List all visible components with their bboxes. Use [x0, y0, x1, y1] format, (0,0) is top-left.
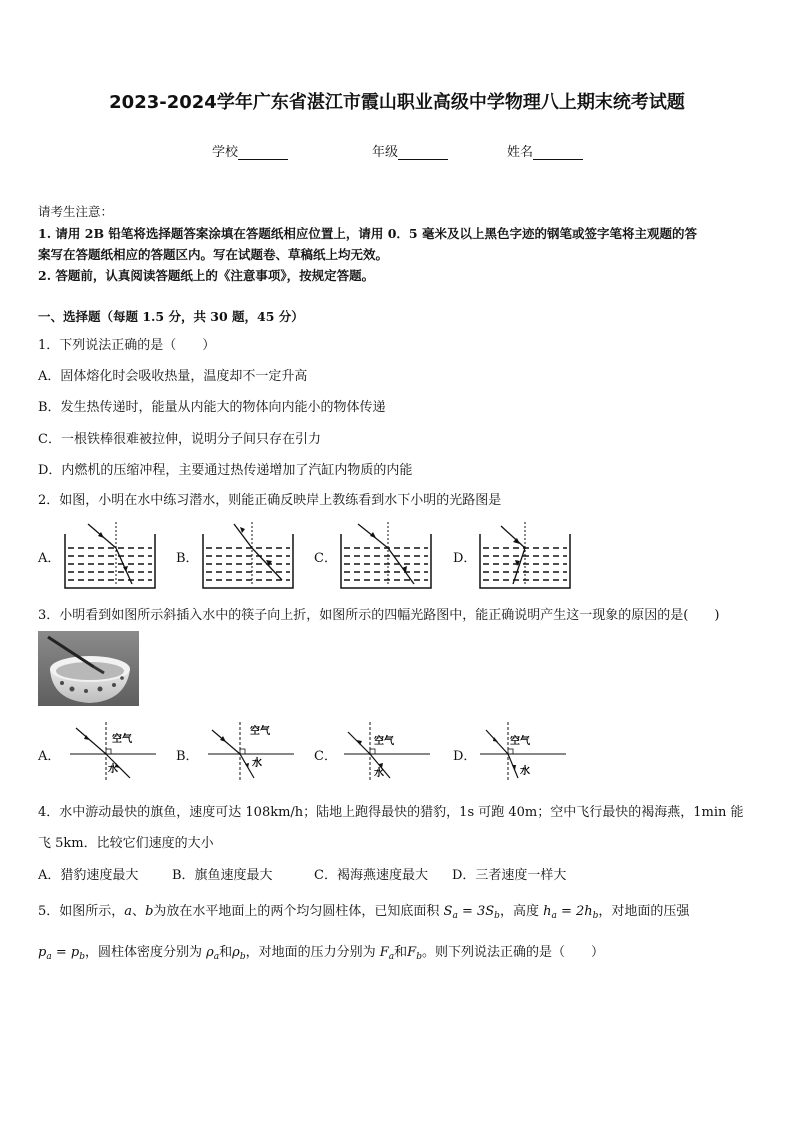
- q5-line-1: 5．如图所示，a、b为放在水平地面上的两个均匀圆柱体，已知底面积 $S_a = 3S_b$，高度 $h_a = 2h_b$，对地面的压强: [38, 904, 690, 921]
- q3-c-water-label: 水: [374, 768, 384, 779]
- q1-option-a: A．固体熔化时会吸收热量，温度却不一定升高: [38, 369, 308, 384]
- q3-diagram-d: [478, 720, 568, 782]
- q3-label-a: A．: [38, 749, 61, 764]
- q3-a-water-label: 水: [108, 764, 118, 775]
- notice-heading: 请考生注意：: [38, 204, 114, 219]
- grade-field: 年级: [372, 141, 448, 160]
- notice-line-1: 1. 请用 2B 铅笔将选择题答案涂填在答题纸相应位置上，请用 0．5 毫米及以上黑色字迹的钢笔或签字笔将主观题的答: [38, 226, 697, 241]
- q3-diagram-b: [206, 720, 296, 782]
- chopsticks-bowl-photo: [38, 631, 139, 706]
- school-field: 学校: [212, 141, 288, 160]
- q2-stem: 2．如图，小明在水中练习潜水，则能正确反映岸上教练看到水下小明的光路图是: [38, 493, 502, 508]
- q3-label-b: B．: [176, 749, 199, 764]
- notice-line-2: 案写在答题纸相应的答题区内。写在试题卷、草稿纸上均无效。: [38, 247, 389, 262]
- q1-stem: 1．下列说法正确的是（ ）: [38, 338, 216, 353]
- q3-label-d: D．: [453, 749, 477, 764]
- q2-diagram-a: [60, 520, 160, 592]
- q2-label-d: D．: [453, 551, 477, 566]
- q4-option-b: B．旗鱼速度最大: [172, 868, 273, 883]
- q2-diagram-b: [198, 520, 298, 592]
- q3-b-water-label: 水: [252, 758, 262, 769]
- q3-diagram-c: [342, 720, 432, 782]
- q2-diagram-c: [336, 520, 436, 592]
- q2-label-b: B．: [176, 551, 199, 566]
- q3-stem: 3．小明看到如图所示斜插入水中的筷子向上折，如图所示的四幅光路图中，能正确说明产生这一现象的原因的是( ): [38, 608, 720, 623]
- q4-line-2: 飞 5km．比较它们速度的大小: [38, 836, 214, 851]
- name-field: 姓名: [507, 141, 583, 160]
- q1-option-d: D．内燃机的压缩冲程，主要通过热传递增加了汽缸内物质的内能: [38, 463, 413, 478]
- q2-label-a: A．: [38, 551, 61, 566]
- q3-label-c: C．: [314, 749, 337, 764]
- q4-option-a: A．猎豹速度最大: [38, 868, 139, 883]
- exam-title: 2023-2024学年广东省湛江市霞山职业高级中学物理八上期末统考试题: [109, 92, 685, 113]
- q3-diagram-a: [68, 720, 158, 782]
- q4-line-1: 4．水中游动最快的旗鱼，速度可达 108km/h；陆地上跑得最快的猎豹，1s 可跑 40m；空中飞行最快的褐海燕，1min 能: [38, 805, 744, 820]
- q3-a-air-label: 空气: [112, 734, 132, 745]
- q1-option-b: B．发生热传递时，能量从内能大的物体向内能小的物体传递: [38, 400, 386, 415]
- q5-line-2: $p_a = p_b$，圆柱体密度分别为 $\rho_a$和$\rho_b$，对地面的压力分别为 $F_a$和$F_b$。则下列说法正确的是（ ）: [38, 945, 604, 962]
- q4-option-d: D．三者速度一样大: [452, 868, 567, 883]
- q2-diagram-d: [475, 520, 575, 592]
- section-heading: 一、选择题（每题 1.5 分，共 30 题，45 分）: [38, 309, 304, 324]
- q2-label-c: C．: [314, 551, 337, 566]
- q1-option-c: C．一根铁棒很难被拉伸，说明分子间只存在引力: [38, 432, 321, 447]
- q3-c-air-label: 空气: [374, 736, 394, 747]
- q3-b-air-label: 空气: [250, 726, 270, 737]
- q3-d-water-label: 水: [520, 766, 530, 777]
- q4-option-c: C．褐海燕速度最大: [314, 868, 428, 883]
- q3-d-air-label: 空气: [510, 736, 530, 747]
- notice-line-3: 2. 答题前，认真阅读答题纸上的《注意事项》，按规定答题。: [38, 268, 375, 283]
